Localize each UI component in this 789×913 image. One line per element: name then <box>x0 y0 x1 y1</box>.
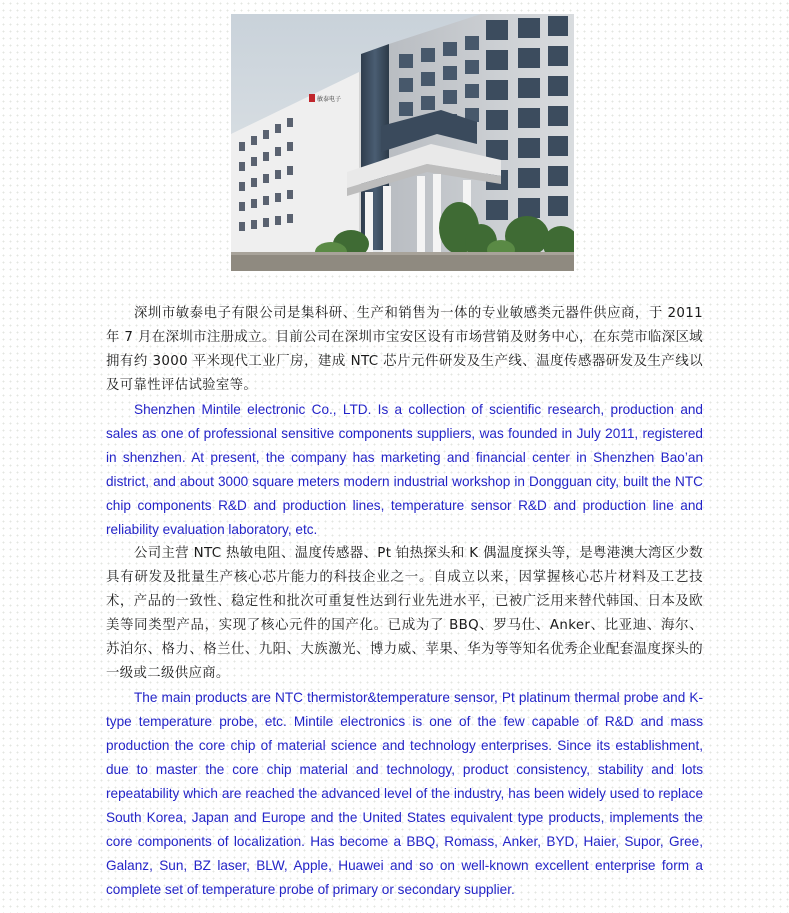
intro-paragraph-en-1: Shenzhen Mintile electronic Co., LTD. Is a collection of scientific research, production and sales as one of professional sensitive components suppliers, was founded in July 2011, registered in shenzhen. At present, the company has marketing and financial center in Shenzhen Bao’an district, and about 3000 square meters modern industrial workshop in Dongguan city, built the NTC chip components R&D and production lines, temperature sensor R&D and production line and reliability evaluation laboratory, etc. <box>106 402 703 537</box>
products-paragraph-zh-2: 公司主营 NTC 热敏电阻、温度传感器、Pt 铂热探头和 K 偶温度探头等，是粤港澳大湾区少数具有研发及批量生产核心芯片能力的科技企业之一。自成立以来，因掌握核心芯片材料及工艺技术，产品的一致性、稳定性和批次可重复性达到行业先进水平，已被广泛用来替代韩国、日本及欧美等同类型产品，实现了核心元件的国产化。已成为了 BBQ、罗马仕、Anker、比亚迪、海尔、苏泊尔、格力、格兰仕、九阳、大族激光、博力威、苹果、华为等等知名优秀企业配套温度探头的一级或二级供应商。 <box>106 546 703 681</box>
company-introduction <box>106 302 703 902</box>
building-sign-text: 敏泰电子 <box>317 96 342 103</box>
company-building-photo <box>231 14 574 271</box>
intro-paragraph-zh-1: 深圳市敏泰电子有限公司是集科研、生产和销售为一体的专业敏感类元器件供应商，于 2011 年 7 月在深圳市注册成立。目前公司在深圳市宝安区设有市场营销及财务中心，在东莞市临深区域拥有约 3000 平米现代工业厂房，建成 NTC 芯片元件研发及生产线、温度传感器研发及生产线以及可靠性评估试验室等。 <box>106 306 703 393</box>
products-paragraph-en-2: The main products are NTC thermistor&temperature sensor, Pt platinum thermal probe and K-type temperature probe, etc. Mintile electronics is one of the few capable of R&D and mass production the core chip of material science and technology enterprises. Since its establishment, due to master the core chip material and technology, product consistency, stability and lots repeatability which are reached the advanced level of the industry, has been widely used to replace South Korea, Japan and Europe and the United States equivalent type products, implements the core components of localization. Has become a BBQ, Romass, Anker, BYD, Haier, Supor, Gree, Galanz, Sun, BZ laser, BLW, Apple, Huawei and so on well-known excellent enterprise form a complete set of temperature probe of primary or secondary supplier. <box>106 690 703 897</box>
company-logo-icon <box>309 94 315 102</box>
